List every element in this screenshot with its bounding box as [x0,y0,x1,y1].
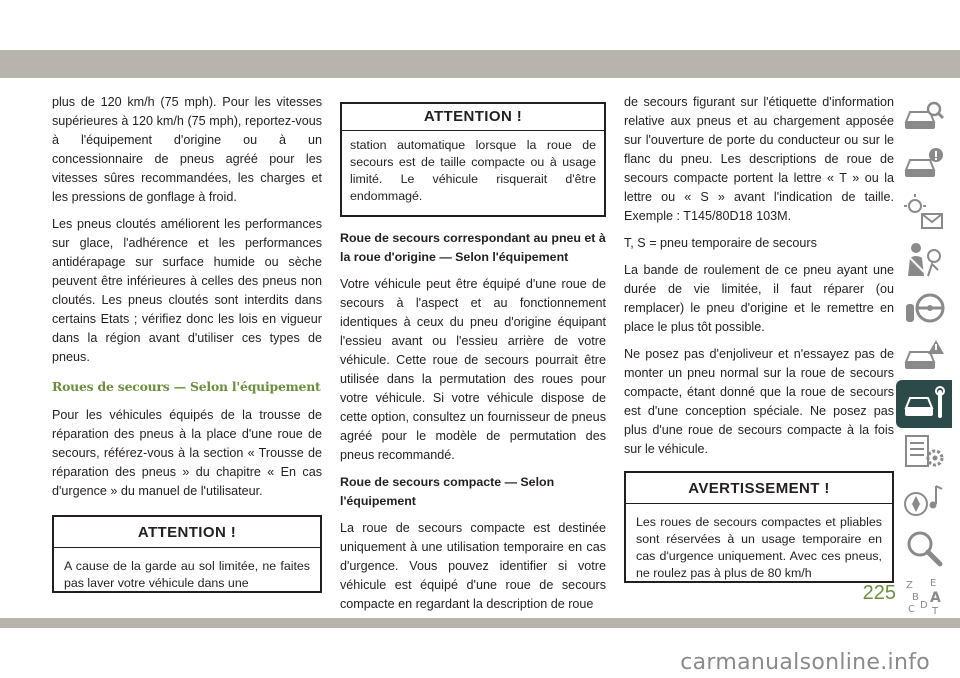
tab-warning-lights[interactable] [896,188,952,236]
column-3 [624,93,894,583]
paragraph: de secours figurant sur l'étiquette d'information relative aux pneus et au chargement apposée sur l'ouverture de porte du conducteur ou sur le flanc du pneu. Les descriptions de roue de secours compacte portent la lettre « T » ou la lettre ou « S » avant l'indication de taille. Exemple : T145/80D18 103M. [624,95,894,223]
svg-text:C: C [908,604,915,615]
attention-box [340,102,606,217]
tab-index[interactable] [896,572,952,620]
tab-starting-driving[interactable] [896,284,952,332]
seatbelt-airbag-icon [902,240,946,280]
tab-servicing-maintenance[interactable] [896,380,952,428]
search-icon [902,528,946,568]
watermark: carmanualsonline.info [680,650,930,675]
chapter-tabs [896,92,952,620]
svg-text:Z: Z [906,580,913,591]
column-1 [52,93,322,593]
warning-light-mail-icon [902,192,946,232]
tab-safety[interactable] [896,236,952,284]
settings-list-icon [902,432,946,472]
tab-multimedia[interactable] [896,476,952,524]
paragraph: Votre véhicule peut être équipé d'une roue de secours à l'aspect et au fonctionnement identiques à ceux du pneu d'origine équipant l'essieu avant ou l'essieu arrière de votre véhicule. Cette roue de secours pourrait être utilisée dans la permutation des roues pour votre véhicule. Si votre véhicule dispose de cette option, consultez un fournisseur de pneus agréé pour le modèle de permutation des pneus recommandé. [340,277,606,462]
tab-car-info[interactable] [896,140,952,188]
tab-car-search[interactable] [896,92,952,140]
paragraph: Les pneus cloutés améliorent les performances sur glace, l'adhérence et les performances antidérapage sur surface humide ou sèche peuvent être inférieures à celles des pneus non cloutés. Les pneus cloutés sont interdits dans certains Etats ; vérifiez donc les lois en vigueur dans la région avant d'utiliser ces types de pneus. [52,217,322,364]
svg-text:A: A [930,590,941,606]
tab-specifications[interactable] [896,428,952,476]
alphabet-index-icon [902,576,946,616]
box-text: A cause de la garde au sol limitée, ne faites pas laver votre véhicule dans une [64,559,310,590]
subsection-heading: Roue de secours correspondant au pneu et à la roue d'origine — Selon l'équipement [340,231,606,264]
column-2 [340,102,606,622]
page-number: 225 [862,582,896,604]
wrench-car-icon [902,384,946,424]
header-band [0,50,960,78]
footer-band [0,618,960,628]
box-title: ATTENTION ! [342,104,604,131]
car-search-icon [902,96,946,136]
paragraph: Ne posez pas d'enjoliveur et n'essayez pas de monter un pneu normal sur la roue de secours compacte, étant donné que la roue de secours est d'une conception spéciale. Ne posez pas plus d'une roue de secours compacte à la fois sur le véhicule. [624,347,894,456]
music-navigation-icon [902,480,946,520]
subsection-heading: Roue de secours compacte — Selon l'équipement [340,475,555,508]
section-heading: Roues de secours — Selon l'équipement [52,379,321,394]
paragraph: T, S = pneu temporaire de secours [624,236,817,250]
svg-text:T: T [932,606,939,616]
box-title: AVERTISSEMENT ! [626,473,892,504]
box-title: ATTENTION ! [54,517,320,548]
tab-customer-assistance[interactable] [896,524,952,572]
paragraph: Pour les véhicules équipés de la trousse de réparation des pneus à la place d'une roue de secours, référez-vous à la section « Trousse de réparation des pneus » du chapitre « En cas d'urgence » du manuel de l'utilisateur. [52,408,322,498]
paragraph: La bande de roulement de ce pneu ayant une durée de vie limitée, il faut réparer (ou remplacer) le pneu d'origine et le remettre en place le plus tôt possible. [624,263,894,334]
svg-text:D: D [920,600,928,611]
car-warning-triangle-icon [902,336,946,376]
attention-box [52,515,322,593]
steering-wheel-icon [902,288,946,328]
car-info-icon [902,144,946,184]
tab-emergency[interactable] [896,332,952,380]
box-text: Les roues de secours compactes et pliables sont réservées à un usage temporaire en cas d'urgence uniquement. Avec ces pneus, ne roulez pas à plus de 80 km/h [636,515,882,580]
svg-text:B: B [912,592,919,603]
warning-box [624,471,894,583]
paragraph: La roue de secours compacte est destinée uniquement à une utilisation temporaire en cas d'urgence. Vous pouvez identifier si votre véhicule est équipé d'une roue de secours compacte en regardant la description de roue [340,521,606,611]
svg-text:E: E [930,578,937,589]
paragraph: plus de 120 km/h (75 mph). Pour les vitesses supérieures à 120 km/h (75 mph), reportez-vous à l'équipement d'origine ou à un concessionnaire de pneus agréé pour les vitesses sûres recommandées, les charges et les pressions de gonflage à froid. [52,95,322,204]
box-text: station automatique lorsque la roue de secours est de taille compacte ou à usage limité. Le véhicule risquerait d'être endommagé. [350,138,596,203]
